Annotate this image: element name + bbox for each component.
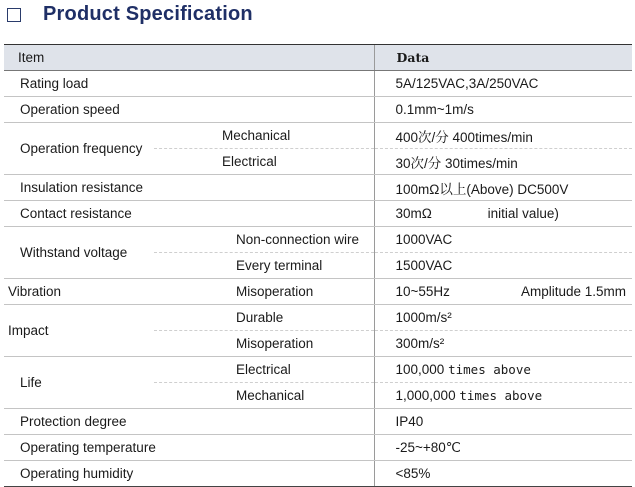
row-value: 30次/分 30times/min <box>374 149 632 175</box>
square-bullet-icon <box>7 8 21 22</box>
row-value: 1000m/s² <box>374 305 632 331</box>
sub-label: Electrical <box>154 357 374 383</box>
row-label: Contact resistance <box>4 201 374 227</box>
row-label: Impact <box>4 305 154 357</box>
table-header-row <box>4 45 632 71</box>
row-value: 30mΩ <box>395 206 432 221</box>
sub-label: Misoperation <box>154 331 374 357</box>
table-row <box>4 435 632 461</box>
table-row <box>4 97 632 123</box>
table-row <box>4 227 632 253</box>
row-label: Operating humidity <box>4 461 374 487</box>
table-row <box>4 201 632 227</box>
page-title: Product Specification <box>43 3 253 25</box>
table-row <box>4 409 632 435</box>
row-label: Operating temperature <box>4 435 374 461</box>
sub-label: Misoperation <box>154 279 374 305</box>
sub-label: Durable <box>154 305 374 331</box>
row-label: Rating load <box>4 71 374 97</box>
table-row <box>4 357 632 383</box>
row-value: 400次/分 400times/min <box>374 123 632 149</box>
row-label: Vibration <box>4 279 154 305</box>
row-value-suffix: times above <box>459 388 543 403</box>
row-value-cell <box>374 357 632 383</box>
sub-label: Mechanical <box>154 383 374 409</box>
row-value: 100mΩ以上(Above) DC500V <box>374 175 632 201</box>
row-label: Protection degree <box>4 409 374 435</box>
table-row <box>4 123 632 149</box>
row-label: Operation speed <box>4 97 374 123</box>
row-note: initial value) <box>487 206 559 221</box>
row-label: Insulation resistance <box>4 175 374 201</box>
row-value: 100,000 <box>395 362 445 377</box>
table-row <box>4 461 632 487</box>
sub-label: Electrical <box>154 149 374 175</box>
header-item: Item <box>4 45 374 71</box>
row-amplitude: Amplitude 1.5mm <box>520 284 627 299</box>
row-value-cell <box>374 201 632 227</box>
table-row <box>4 175 632 201</box>
sub-label: Non-connection wire <box>154 227 374 253</box>
sub-label: Every terminal <box>154 253 374 279</box>
title-bar <box>0 0 635 36</box>
row-value-cell <box>374 279 632 305</box>
row-value: 1500VAC <box>374 253 632 279</box>
row-label: Withstand voltage <box>4 227 154 279</box>
row-value: -25~+80℃ <box>374 435 632 461</box>
sub-label: Mechanical <box>154 123 374 149</box>
row-value: 10~55Hz <box>395 284 450 299</box>
table-row <box>4 305 632 331</box>
row-label: Life <box>4 357 154 409</box>
row-value-suffix: times above <box>448 362 531 377</box>
row-label: Operation frequency <box>4 123 154 175</box>
specification-table <box>4 44 632 487</box>
row-value: 300m/s² <box>374 331 632 357</box>
row-value: 1,000,000 <box>395 388 456 403</box>
header-data: Data <box>374 45 632 71</box>
row-value: <85% <box>374 461 632 487</box>
row-value: IP40 <box>374 409 632 435</box>
row-value: 1000VAC <box>374 227 632 253</box>
table-row <box>4 279 632 305</box>
row-value: 5A/125VAC,3A/250VAC <box>374 71 632 97</box>
table-row <box>4 71 632 97</box>
row-value: 0.1mm~1m/s <box>374 97 632 123</box>
row-value-cell <box>374 383 632 409</box>
